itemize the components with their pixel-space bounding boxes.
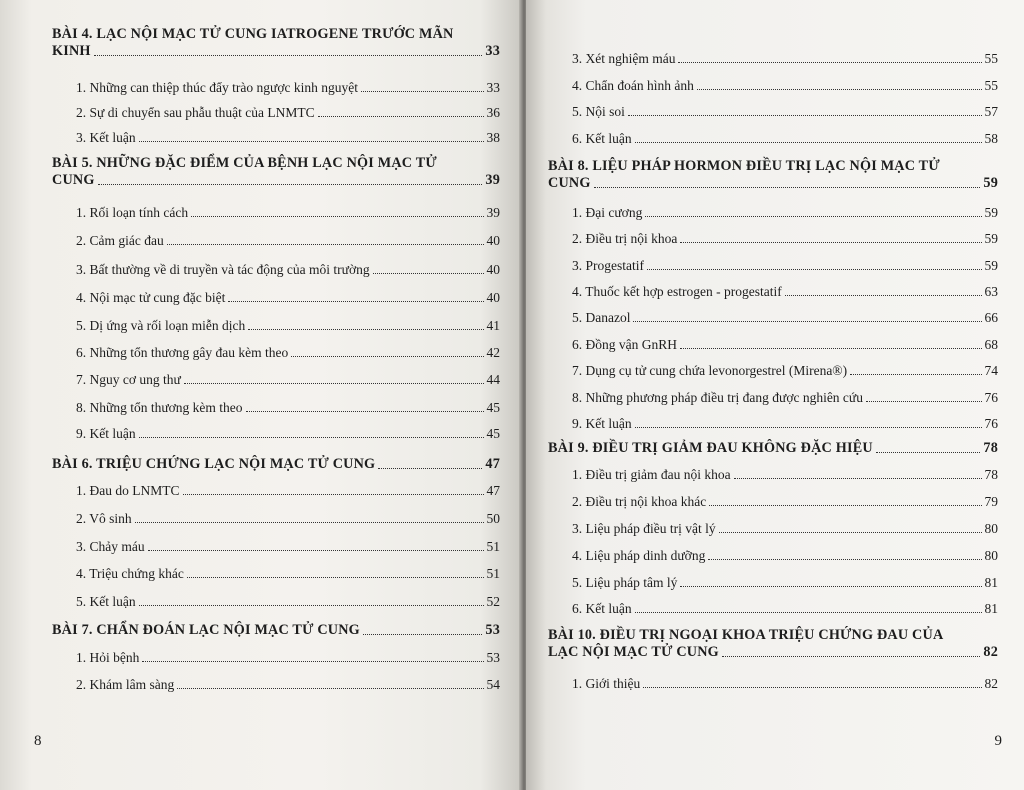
toc-entry[interactable]	[548, 494, 998, 510]
entry-row	[52, 400, 500, 416]
chapter-title-line1: BÀI 4. LẠC NỘI MẠC TỬ CUNG IATROGENE TRƯỚC MÃN	[52, 26, 454, 42]
entry-row	[52, 318, 500, 334]
page-number: 66	[984, 310, 998, 325]
page-number: 53	[486, 650, 500, 665]
entry-row	[52, 105, 500, 121]
entry-row	[52, 262, 500, 278]
dot-leader	[373, 272, 484, 274]
toc-entry[interactable]	[548, 390, 998, 406]
dot-leader	[139, 604, 484, 606]
entry-row	[52, 130, 500, 146]
toc-entry[interactable]	[52, 426, 500, 442]
toc-entry[interactable]	[548, 131, 998, 147]
toc-entry[interactable]	[52, 80, 500, 96]
page-number: 44	[486, 372, 500, 387]
page-number: 33	[486, 80, 500, 95]
entry-row	[52, 539, 500, 555]
entry-title: 5. Danazol	[572, 310, 631, 325]
entry-title: 4. Chẩn đoán hình ảnh	[572, 78, 694, 93]
toc-entry[interactable]	[52, 233, 500, 249]
toc-entry[interactable]	[548, 601, 998, 617]
page-number: 36	[486, 105, 500, 120]
page-number: 58	[984, 131, 998, 146]
dot-leader	[363, 633, 483, 635]
page-number: 78	[983, 440, 998, 456]
page-number: 59	[983, 175, 998, 191]
entry-row	[52, 622, 500, 639]
right-page-number: 9	[994, 733, 1002, 749]
page-number: 74	[984, 363, 998, 378]
dot-leader	[635, 141, 982, 143]
entry-row	[548, 601, 998, 617]
dot-leader	[678, 61, 981, 63]
left-page-number: 8	[34, 733, 42, 749]
page-number: 53	[485, 622, 500, 638]
dot-leader	[645, 215, 981, 217]
entry-title: 1. Điều trị giảm đau nội khoa	[572, 467, 731, 482]
entry-title: 2. Sự di chuyển sau phẫu thuật của LNMTC	[76, 105, 315, 120]
toc-entry[interactable]	[548, 258, 998, 274]
toc-chapter-heading[interactable]	[548, 627, 998, 661]
entry-title: 9. Kết luận	[572, 416, 632, 431]
entry-title: 4. Thuốc kết hợp estrogen - progestatif	[572, 284, 782, 299]
entry-title: 1. Giới thiệu	[572, 676, 641, 691]
dot-leader	[697, 88, 982, 90]
page-number: 55	[984, 78, 998, 93]
entry-title: 2. Vô sinh	[76, 511, 132, 526]
entry-title: 3. Liệu pháp điều trị vật lý	[572, 521, 716, 536]
entry-title: 2. Cảm giác đau	[76, 233, 164, 248]
entry-row	[548, 676, 998, 692]
entry-row	[548, 416, 998, 432]
entry-row	[548, 205, 998, 221]
toc-chapter-heading[interactable]	[52, 622, 500, 639]
dot-leader	[98, 183, 483, 185]
dot-leader	[680, 241, 981, 243]
dot-leader	[246, 410, 484, 412]
entry-title: 4. Nội mạc tử cung đặc biệt	[76, 290, 226, 305]
dot-leader	[167, 243, 484, 245]
page-number: 59	[984, 205, 998, 220]
entry-row	[548, 548, 998, 564]
chapter-title-line2: CUNG	[548, 175, 591, 191]
toc-entry[interactable]	[548, 310, 998, 326]
dot-leader	[734, 477, 982, 479]
entry-row	[548, 575, 998, 591]
page-number: 50	[486, 511, 500, 526]
entry-row	[52, 456, 500, 473]
dot-leader	[866, 400, 982, 402]
entry-row	[52, 290, 500, 306]
entry-row	[52, 483, 500, 499]
dot-leader	[291, 355, 483, 357]
chapter-title-line2: KINH	[52, 43, 91, 59]
toc-entry[interactable]	[548, 284, 998, 300]
toc-chapter-heading[interactable]	[548, 158, 998, 192]
dot-leader	[643, 686, 981, 688]
toc-chapter-heading[interactable]	[548, 440, 998, 457]
entry-title: 1. Hỏi bệnh	[76, 650, 140, 665]
entry-title: 5. Kết luận	[76, 594, 136, 609]
dot-leader	[142, 660, 483, 662]
entry-title: 2. Điều trị nội khoa khác	[572, 494, 707, 509]
entry-row	[548, 494, 998, 510]
page-number: 57	[984, 104, 998, 119]
toc-entry[interactable]	[52, 318, 500, 334]
entry-row	[548, 310, 998, 326]
page-number: 47	[486, 483, 500, 498]
toc-entry[interactable]	[548, 676, 998, 692]
chapter-title-line2-row	[548, 175, 998, 192]
toc-entry[interactable]	[52, 262, 500, 278]
entry-title: 6. Đồng vận GnRH	[572, 337, 677, 352]
entry-row	[52, 426, 500, 442]
entry-row	[52, 566, 500, 582]
page-number: 79	[984, 494, 998, 509]
dot-leader	[628, 114, 982, 116]
toc-entry[interactable]	[548, 575, 998, 591]
dot-leader	[135, 521, 484, 523]
toc-entry[interactable]	[548, 363, 998, 379]
toc-entry[interactable]	[52, 483, 500, 499]
page-number: 42	[486, 345, 500, 360]
entry-title: 8. Những tổn thương kèm theo	[76, 400, 243, 415]
toc-entry[interactable]	[52, 566, 500, 582]
page-number: 40	[486, 290, 500, 305]
dot-leader	[228, 300, 483, 302]
toc-entry[interactable]	[52, 511, 500, 527]
dot-leader	[378, 467, 482, 469]
dot-leader	[709, 504, 981, 506]
dot-leader	[850, 373, 981, 375]
toc-entry[interactable]	[52, 594, 500, 610]
dot-leader	[785, 294, 982, 296]
page-number: 51	[486, 539, 500, 554]
entry-row	[548, 104, 998, 120]
entry-row	[548, 521, 998, 537]
dot-leader	[184, 382, 484, 384]
page-number: 78	[984, 467, 998, 482]
toc-entry[interactable]	[548, 467, 998, 483]
dot-leader	[139, 436, 484, 438]
chapter-title: BÀI 9. ĐIỀU TRỊ GIẢM ĐAU KHÔNG ĐẶC HIỆU	[548, 440, 873, 456]
dot-leader	[248, 328, 483, 330]
entry-title: 1. Rối loạn tính cách	[76, 205, 189, 220]
page-number: 51	[486, 566, 500, 581]
dot-leader	[635, 426, 982, 428]
page-number: 45	[486, 426, 500, 441]
toc-entry[interactable]	[52, 105, 500, 121]
toc-entry[interactable]	[548, 231, 998, 247]
page-number: 82	[983, 644, 998, 660]
toc-entry[interactable]	[548, 548, 998, 564]
page-number: 55	[984, 51, 998, 66]
entry-row	[548, 390, 998, 406]
chapter-title-line2-row	[52, 43, 500, 60]
entry-row	[548, 231, 998, 247]
page-number: 81	[984, 601, 998, 616]
toc-entry[interactable]	[548, 521, 998, 537]
entry-title: 1. Những can thiệp thúc đẩy trào ngược kinh nguyệt	[76, 80, 358, 95]
entry-title: 9. Kết luận	[76, 426, 136, 441]
page-number: 39	[485, 172, 500, 188]
dot-leader	[318, 115, 484, 117]
page-number: 40	[486, 262, 500, 277]
page-number: 47	[485, 456, 500, 472]
entry-title: 3. Kết luận	[76, 130, 136, 145]
dot-leader	[139, 140, 484, 142]
toc-entry[interactable]	[52, 400, 500, 416]
entry-title: 4. Liệu pháp dinh dưỡng	[572, 548, 706, 563]
chapter-title-line2-row	[548, 644, 998, 661]
dot-leader	[361, 90, 484, 92]
entry-title: 8. Những phương pháp điều trị đang được nghiên cứu	[572, 390, 863, 405]
dot-leader	[183, 493, 484, 495]
dot-leader	[633, 320, 981, 322]
toc-entry[interactable]	[548, 51, 998, 67]
dot-leader	[647, 268, 982, 270]
page-number: 63	[984, 284, 998, 299]
page-number: 38	[486, 130, 500, 145]
entry-row	[52, 372, 500, 388]
toc-entry[interactable]	[52, 650, 500, 666]
dot-leader	[680, 347, 982, 349]
entry-row	[548, 284, 998, 300]
page-number: 80	[984, 521, 998, 536]
page-number: 54	[486, 677, 500, 692]
entry-title: 4. Triệu chứng khác	[76, 566, 184, 581]
page-number: 33	[485, 43, 500, 59]
entry-row	[52, 650, 500, 666]
entry-row	[52, 80, 500, 96]
entry-title: 3. Chảy máu	[76, 539, 145, 554]
entry-row	[548, 131, 998, 147]
page-number: 68	[984, 337, 998, 352]
entry-row	[52, 511, 500, 527]
dot-leader	[177, 687, 483, 689]
entry-title: 6. Kết luận	[572, 131, 632, 146]
entry-row	[548, 51, 998, 67]
toc-entry[interactable]	[52, 677, 500, 693]
toc-entry[interactable]	[548, 104, 998, 120]
dot-leader	[191, 215, 483, 217]
toc-entry[interactable]	[52, 539, 500, 555]
page-number: 76	[984, 390, 998, 405]
entry-row	[52, 345, 500, 361]
entry-title: 5. Liệu pháp tâm lý	[572, 575, 678, 590]
entry-row	[548, 467, 998, 483]
entry-row	[52, 233, 500, 249]
chapter-title-line1: BÀI 10. ĐIỀU TRỊ NGOẠI KHOA TRIỆU CHỨNG ĐAU CỦA	[548, 627, 944, 643]
dot-leader	[876, 451, 981, 453]
page-number: 82	[984, 676, 998, 691]
toc-chapter-heading[interactable]	[52, 155, 500, 189]
page-number: 76	[984, 416, 998, 431]
entry-title: 7. Nguy cơ ung thư	[76, 372, 181, 387]
dot-leader	[708, 558, 981, 560]
chapter-title-line2: CUNG	[52, 172, 95, 188]
entry-title: 5. Dị ứng và rối loạn miễn dịch	[76, 318, 246, 333]
page-number: 59	[984, 231, 998, 246]
entry-row	[548, 440, 998, 457]
page-number: 52	[486, 594, 500, 609]
page-number: 40	[486, 233, 500, 248]
toc-entry[interactable]	[548, 416, 998, 432]
entry-title: 1. Đau do LNMTC	[76, 483, 180, 498]
entry-row	[548, 258, 998, 274]
chapter-title: BÀI 6. TRIỆU CHỨNG LẠC NỘI MẠC TỬ CUNG	[52, 456, 376, 472]
dot-leader	[719, 531, 982, 533]
toc-entry[interactable]	[52, 372, 500, 388]
dot-leader	[187, 576, 484, 578]
entry-title: 2. Khám lâm sàng	[76, 677, 175, 692]
page-number: 45	[486, 400, 500, 415]
entry-title: 2. Điều trị nội khoa	[572, 231, 678, 246]
dot-leader	[635, 611, 982, 613]
entry-title: 7. Dụng cụ tử cung chứa levonorgestrel (Mirena®)	[572, 363, 848, 378]
toc-entry[interactable]	[52, 205, 500, 221]
page-number: 39	[486, 205, 500, 220]
entry-row	[52, 205, 500, 221]
page-number: 81	[984, 575, 998, 590]
chapter-title-line1: BÀI 5. NHỮNG ĐẶC ĐIỂM CỦA BỆNH LẠC NỘI MẠC TỬ	[52, 155, 437, 171]
entry-row	[548, 337, 998, 353]
dot-leader	[594, 186, 981, 188]
chapter-title-line2: LẠC NỘI MẠC TỬ CUNG	[548, 644, 719, 660]
dot-leader	[722, 655, 981, 657]
dot-leader	[148, 549, 484, 551]
entry-row	[52, 677, 500, 693]
page-number: 80	[984, 548, 998, 563]
entry-row	[548, 363, 998, 379]
entry-title: 1. Đại cương	[572, 205, 643, 220]
page-number: 41	[486, 318, 500, 333]
toc-chapter-heading[interactable]	[52, 26, 500, 60]
entry-row	[548, 78, 998, 94]
toc-entry[interactable]	[548, 78, 998, 94]
chapter-title-line1: BÀI 8. LIỆU PHÁP HORMON ĐIỀU TRỊ LẠC NỘI MẠC TỬ	[548, 158, 940, 174]
toc-entry[interactable]	[548, 337, 998, 353]
entry-title: 6. Những tổn thương gây đau kèm theo	[76, 345, 289, 360]
dot-leader	[94, 54, 483, 56]
entry-title: 3. Xét nghiệm máu	[572, 51, 676, 66]
chapter-title: BÀI 7. CHẨN ĐOÁN LẠC NỘI MẠC TỬ CUNG	[52, 622, 360, 638]
dot-leader	[680, 585, 981, 587]
toc-entry[interactable]	[52, 130, 500, 146]
toc-entry[interactable]	[548, 205, 998, 221]
entry-title: 3. Progestatif	[572, 258, 644, 273]
entry-title: 3. Bất thường về di truyền và tác động của môi trường	[76, 262, 370, 277]
right-page	[526, 0, 1024, 790]
entry-title: 6. Kết luận	[572, 601, 632, 616]
entry-row	[52, 594, 500, 610]
toc-entry[interactable]	[52, 345, 500, 361]
toc-entry[interactable]	[52, 290, 500, 306]
entry-title: 5. Nội soi	[572, 104, 625, 119]
chapter-title-line2-row	[52, 172, 500, 189]
page-number: 59	[984, 258, 998, 273]
toc-chapter-heading[interactable]	[52, 456, 500, 473]
